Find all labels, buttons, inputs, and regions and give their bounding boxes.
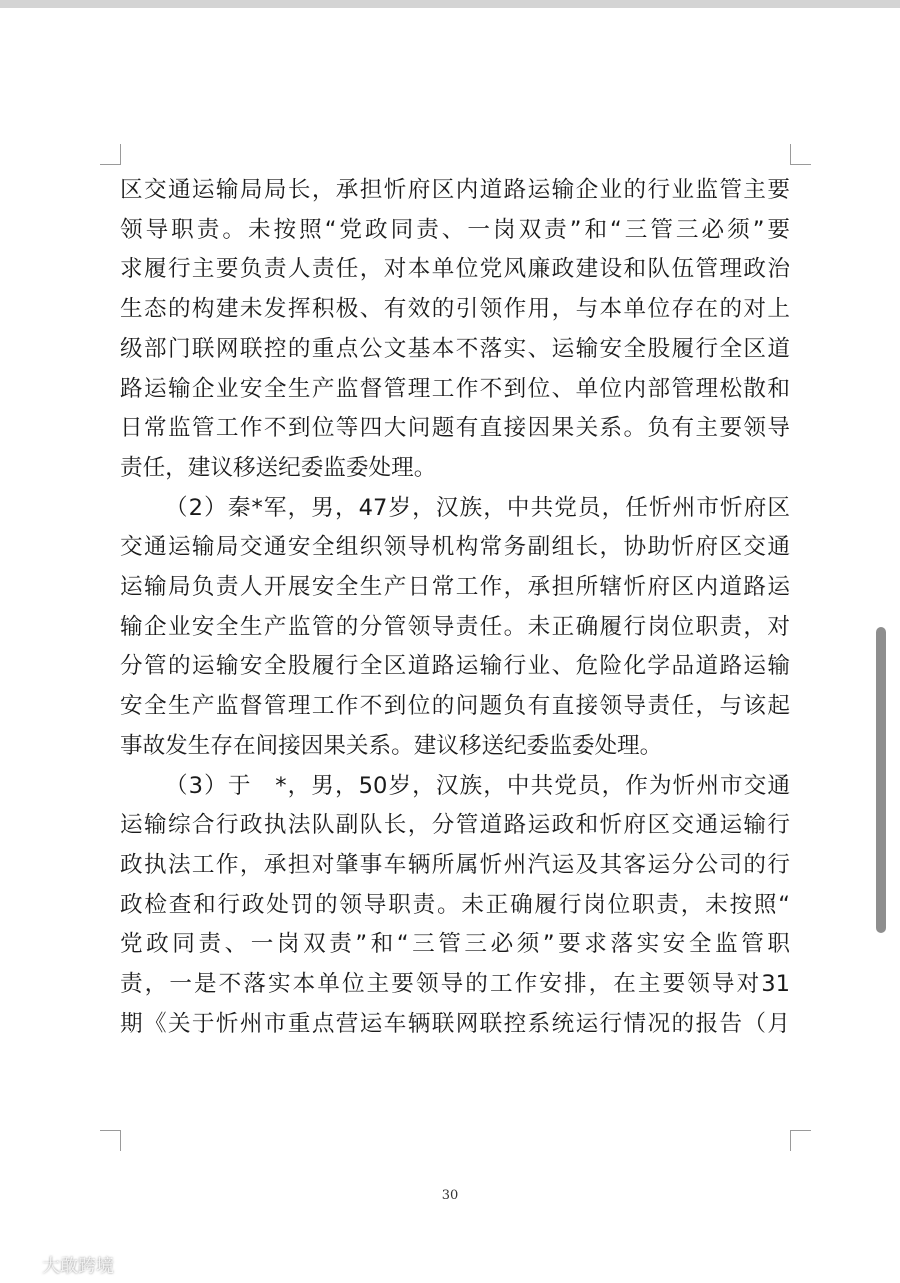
text-line: 期《关于忻州市重点营运车辆联网联控系统运行情况的报告（月 [120, 1010, 790, 1037]
text-line: 党政同责、一岗双责”和“三管三必须”要求落实安全监管职 [120, 931, 790, 958]
crop-mark-bottom-left [100, 1130, 121, 1151]
text-line: 运输局负责人开展安全生产日常工作，承担所辖忻府区内道路运 [120, 574, 790, 601]
text-line: （2）秦*军，男，47岁，汉族，中共党员，任忻州市忻府区 [165, 494, 790, 521]
crop-mark-bottom-right [790, 1130, 811, 1151]
text-line: 输企业安全生产监管的分管领导责任。未正确履行岗位职责，对 [120, 613, 790, 640]
text-line: 领导职责。未按照“党政同责、一岗双责”和“三管三必须”要 [120, 216, 790, 243]
text-line: 分管的运输安全股履行全区道路运输行业、危险化学品道路运输 [120, 653, 790, 680]
text-line: 事故发生存在间接因果关系。建议移送纪委监委处理。 [120, 732, 663, 759]
text-line: 区交通运输局局长，承担忻府区内道路运输企业的行业监管主要 [120, 177, 790, 203]
text-line: 日常监管工作不到位等四大问题有直接因果关系。负有主要领导 [120, 415, 790, 442]
vertical-scrollbar-thumb[interactable] [876, 627, 886, 933]
document-page [0, 8, 900, 1283]
text-line: 运输综合行政执法队副队长，分管道路运政和忻府区交通运输行 [120, 812, 790, 839]
paragraph-2 [120, 489, 790, 767]
text-line: 交通运输局交通安全组织领导机构常务副组长，协助忻府区交通 [120, 534, 790, 561]
watermark [8, 1252, 114, 1278]
document-body [120, 171, 790, 1044]
text-line: 政检查和行政处罚的领导职责。未正确履行岗位职责，未按照“ [120, 891, 790, 918]
text-line: 生态的构建未发挥积极、有效的引领作用，与本单位存在的对上 [120, 296, 790, 323]
paragraph-3 [120, 767, 790, 1045]
text-line: （3）于 *，男，50岁，汉族，中共党员，作为忻州市交通 [165, 772, 790, 799]
text-line: 求履行主要负责人责任，对本单位党风廉政建设和队伍管理政治 [120, 256, 790, 283]
text-line: 安全生产监督管理工作不到位的问题负有直接领导责任，与该起 [120, 693, 790, 720]
watermark-text: 大敢跨境 [42, 1256, 114, 1277]
crop-mark-top-right [790, 144, 811, 165]
text-line: 政执法工作，承担对肇事车辆所属忻州汽运及其客运分公司的行 [120, 851, 790, 878]
text-line: 责任，建议移送纪委监委处理。 [120, 454, 437, 481]
watermark-logo-icon [8, 1256, 38, 1274]
text-line: 级部门联网联控的重点公文基本不落实、运输安全股履行全区道 [120, 335, 790, 362]
paragraph-1 [120, 171, 790, 489]
page-number: 30 [441, 1188, 459, 1203]
text-line: 路运输企业安全生产监督管理工作不到位、单位内部管理松散和 [120, 375, 790, 402]
text-line: 责，一是不落实本单位主要领导的工作安排，在主要领导对31 [120, 971, 790, 998]
crop-mark-top-left [100, 144, 121, 165]
